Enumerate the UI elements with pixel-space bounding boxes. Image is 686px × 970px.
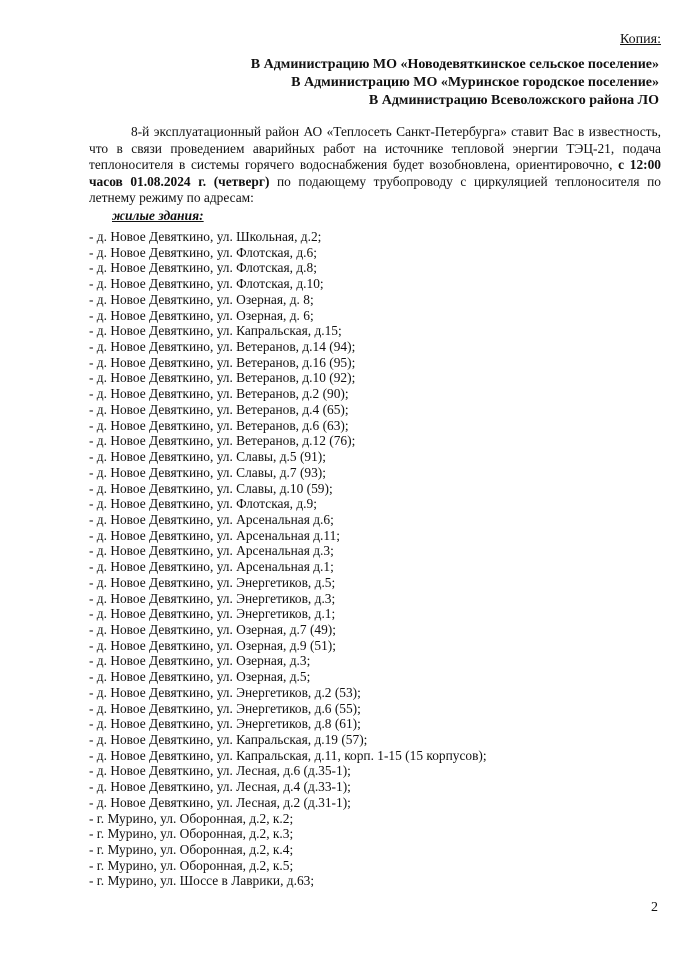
addressee-block — [251, 56, 659, 110]
address-item: - д. Новое Девяткино, ул. Лесная, д.4 (д.33-1); — [89, 779, 351, 795]
address-item: - д. Новое Девяткино, ул. Флотская, д.9; — [89, 496, 317, 512]
address-item: - д. Новое Девяткино, ул. Лесная, д.6 (д.35-1); — [89, 763, 351, 779]
address-item: - д. Новое Девяткино, ул. Капральская, д.19 (57); — [89, 732, 368, 747]
address-item: - д. Новое Девяткино, ул. Лесная, д.2 (д.31-1); — [89, 794, 351, 810]
intro-text: 8-й эксплуатационный район АО «Теплосеть Санкт-Петербурга» ставит Вас в известность, что в связи проведением аварийных работ на источнике тепловой энергии ТЭЦ-21, подача теплоносителя в системы горячего водоснабжения будет возобновлена, ориентировочно, — [89, 124, 661, 172]
address-list — [89, 229, 487, 889]
intro-text-end: по подающему трубопроводу с циркуляцией теплоносителя по летнему режиму по адресам: — [89, 173, 661, 205]
address-item: - д. Новое Девяткино, ул. Озерная, д.5; — [89, 669, 311, 685]
intro-paragraph — [89, 124, 661, 207]
addressee-line: В Администрацию Всеволожского района ЛО — [368, 93, 659, 108]
page-number: 2 — [651, 900, 658, 915]
address-item: - д. Новое Девяткино, ул. Славы, д.7 (93); — [89, 464, 326, 480]
address-item: - д. Новое Девяткино, ул. Школьная, д.2; — [89, 229, 322, 244]
address-item: - г. Мурино, ул. Оборонная, д.2, к.3; — [89, 826, 294, 842]
address-item: - д. Новое Девяткино, ул. Арсенальная д.6; — [89, 511, 334, 527]
address-item: - д. Новое Девяткино, ул. Ветеранов, д.4 (65); — [89, 401, 349, 417]
address-item: - д. Новое Девяткино, ул. Ветеранов, д.12 (76); — [89, 433, 356, 449]
addressee-line: В Администрацию МО «Новодевяткинское сельское поселение» — [250, 57, 659, 72]
address-item: - д. Новое Девяткино, ул. Озерная, д.7 (49); — [89, 621, 336, 637]
address-item: - д. Новое Девяткино, ул. Флотская, д.8; — [89, 260, 317, 276]
address-item: - д. Новое Девяткино, ул. Капральская, д.15; — [89, 323, 342, 339]
address-item: - д. Новое Девяткино, ул. Флотская, д.10; — [89, 276, 324, 292]
address-item: - д. Новое Девяткино, ул. Ветеранов, д.16 (95); — [89, 354, 356, 370]
address-item: - д. Новое Девяткино, ул. Озерная, д.9 (51); — [89, 637, 336, 653]
address-item: - д. Новое Девяткино, ул. Ветеранов, д.10 (92); — [89, 370, 356, 386]
address-item: - д. Новое Девяткино, ул. Ветеранов, д.14 (94); — [89, 339, 356, 355]
address-item: - д. Новое Девяткино, ул. Арсенальная д.1; — [89, 559, 334, 575]
address-item: - г. Мурино, ул. Оборонная, д.2, к.2; — [89, 810, 294, 826]
address-item: - д. Новое Девяткино, ул. Озерная, д. 8; — [89, 291, 314, 307]
address-item: - г. Мурино, ул. Оборонная, д.2, к.5; — [89, 857, 294, 873]
address-item: - д. Новое Девяткино, ул. Энергетиков, д.8 (61); — [89, 716, 361, 732]
address-item: - д. Новое Девяткино, ул. Энергетиков, д.2 (53); — [89, 684, 361, 700]
address-item: - д. Новое Девяткино, ул. Ветеранов, д.6 (63); — [89, 417, 349, 433]
address-item: - д. Новое Девяткино, ул. Энергетиков, д.5; — [89, 574, 336, 590]
address-item: - д. Новое Девяткино, ул. Капральская, д.11, корп. 1-15 (15 корпусов); — [89, 747, 487, 763]
address-item: - г. Мурино, ул. Оборонная, д.2, к.4; — [89, 842, 294, 858]
addressee-line: В Администрацию МО «Муринское городское поселение» — [291, 75, 659, 90]
intro-date-bold: с 12:00 часов 01.08.2024 г. (четверг) — [89, 157, 661, 189]
address-item: - д. Новое Девяткино, ул. Энергетиков, д.6 (55); — [89, 700, 361, 716]
address-item: - д. Новое Девяткино, ул. Славы, д.10 (59); — [89, 480, 333, 496]
address-item: - д. Новое Девяткино, ул. Озерная, д.3; — [89, 653, 311, 669]
address-item: - д. Новое Девяткино, ул. Ветеранов, д.2 (90); — [89, 386, 349, 402]
address-item: - д. Новое Девяткино, ул. Энергетиков, д.1; — [89, 606, 336, 622]
address-item: - д. Новое Девяткино, ул. Арсенальная д.11; — [89, 527, 340, 543]
address-item: - д. Новое Девяткино, ул. Энергетиков, д.3; — [89, 590, 336, 606]
address-item: - д. Новое Девяткино, ул. Озерная, д. 6; — [89, 307, 314, 323]
address-item: - д. Новое Девяткино, ул. Арсенальная д.3; — [89, 543, 334, 559]
address-item: - г. Мурино, ул. Шоссе в Лаврики, д.63; — [89, 873, 315, 889]
address-item: - д. Новое Девяткино, ул. Флотская, д.6; — [89, 244, 317, 260]
address-item: - д. Новое Девяткино, ул. Славы, д.5 (91); — [89, 449, 326, 465]
copy-mark: Копия: — [620, 32, 661, 47]
section-title: жилые здания: — [112, 208, 204, 223]
